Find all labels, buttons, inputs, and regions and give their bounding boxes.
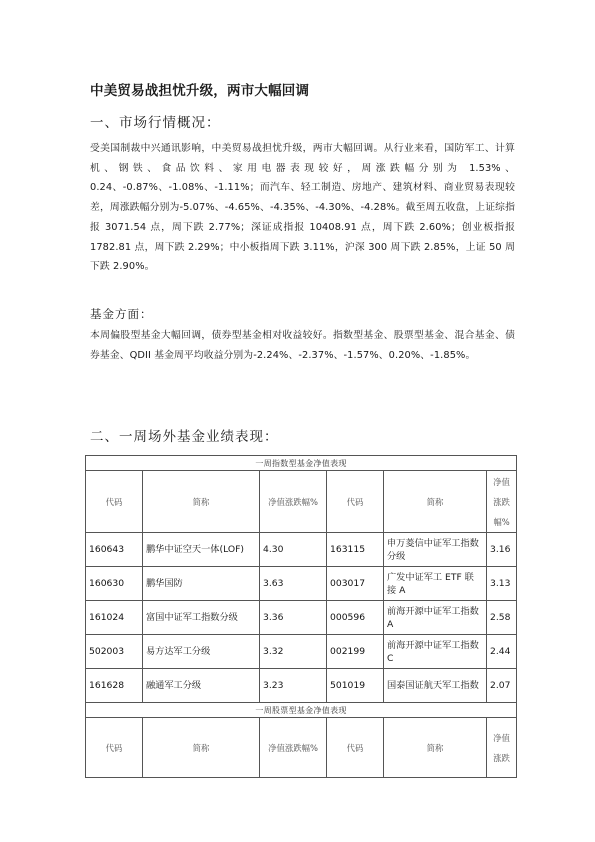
table1-caption: 一周指数型基金净值表现: [86, 456, 517, 471]
table2-caption-row: [86, 703, 517, 718]
fund-heading: 基金方面：: [90, 307, 153, 321]
fund-name: 易方达军工分级: [143, 635, 260, 669]
fund-code: 002199: [327, 635, 384, 669]
table2-caption: 一周股票型基金净值表现: [86, 703, 517, 718]
header-change: 净值涨跌幅%: [260, 471, 327, 533]
fund-change: 3.23: [260, 669, 327, 703]
fund-name: 广发中证军工 ETF 联接 A: [384, 567, 487, 601]
page-title: 中美贸易战担忧升级，两市大幅回调: [90, 83, 310, 99]
market-overview-paragraph: 受美国制裁中兴通讯影响，中美贸易战担忧升级，两市大幅回调。从行业来看，国防军工、计算机、钢铁、食品饮料、家用电器表现较好，周涨跌幅分别为 1.53%、0.24、-0.87%、-1.08%、-1.11%；而汽车、轻工制造、房地产、建筑材料、商业贸易表现较差，周涨跌幅分别为-5.07%、-4.65%、-4.35%、-4.30%、-4.28%。截至周五收盘，上证综指报 3071.54 点，周下跌 2.77%；深证成指报 10408.91 点，周下跌 2.60%；创业板指报 1782.81 点，周下跌 2.29%；中小板指周下跌 3.11%，沪深 300 周下跌 2.85%，上证 50 周下跌 2.90%。: [90, 143, 515, 273]
fund-change: 2.07: [487, 669, 517, 703]
fund-name: 前海开源中证军工指数 C: [384, 635, 487, 669]
fund-change: 3.63: [260, 567, 327, 601]
fund-code: 501019: [327, 669, 384, 703]
table1-header-row: [86, 471, 517, 533]
table-row: [86, 567, 517, 601]
header-change: 净值涨跌幅%: [260, 718, 327, 778]
table-row: [86, 601, 517, 635]
fund-name: 前海开源中证军工指数 A: [384, 601, 487, 635]
fund-name: 申万菱信中证军工指数分级: [384, 533, 487, 567]
table-row: [86, 669, 517, 703]
header-name: 简称: [143, 471, 260, 533]
fund-performance-table: [85, 455, 517, 778]
fund-name: 国泰国证航天军工指数: [384, 669, 487, 703]
fund-name: 富国中证军工指数分级: [143, 601, 260, 635]
header-code-2: 代码: [327, 471, 384, 533]
fund-change: 3.16: [487, 533, 517, 567]
fund-name: 融通军工分级: [143, 669, 260, 703]
table-row: [86, 533, 517, 567]
fund-code: 161628: [86, 669, 143, 703]
fund-code: 000596: [327, 601, 384, 635]
fund-name: 鹏华中证空天一体(LOF): [143, 533, 260, 567]
fund-code: 163115: [327, 533, 384, 567]
header-code: 代码: [86, 471, 143, 533]
fund-code: 160643: [86, 533, 143, 567]
header-name: 简称: [143, 718, 260, 778]
fund-change: 2.44: [487, 635, 517, 669]
header-name-2: 简称: [384, 718, 487, 778]
section-heading-fund-performance: 二、一周场外基金业绩表现：: [90, 429, 279, 445]
fund-change: 3.32: [260, 635, 327, 669]
table1-caption-row: [86, 456, 517, 471]
fund-code: 160630: [86, 567, 143, 601]
fund-code: 502003: [86, 635, 143, 669]
table-row: [86, 635, 517, 669]
fund-name: 鹏华国防: [143, 567, 260, 601]
section-heading-market: 一、市场行情概况：: [90, 115, 221, 131]
header-name-2: 简称: [384, 471, 487, 533]
fund-code: 161024: [86, 601, 143, 635]
fund-change: 3.13: [487, 567, 517, 601]
fund-change: 3.36: [260, 601, 327, 635]
fund-code: 003017: [327, 567, 384, 601]
header-code: 代码: [86, 718, 143, 778]
header-change-2: 净值涨跌: [487, 718, 517, 778]
fund-change: 2.58: [487, 601, 517, 635]
header-code-2: 代码: [327, 718, 384, 778]
fund-paragraph: 本周偏股型基金大幅回调，债券型基金相对收益较好。指数型基金、股票型基金、混合基金、债券基金、QDII 基金周平均收益分别为-2.24%、-2.37%、-1.57%、0.20%、-1.85%。: [90, 330, 515, 361]
table2-header-row: [86, 718, 517, 778]
fund-change: 4.30: [260, 533, 327, 567]
header-change-2: 净值涨跌幅%: [487, 471, 517, 533]
